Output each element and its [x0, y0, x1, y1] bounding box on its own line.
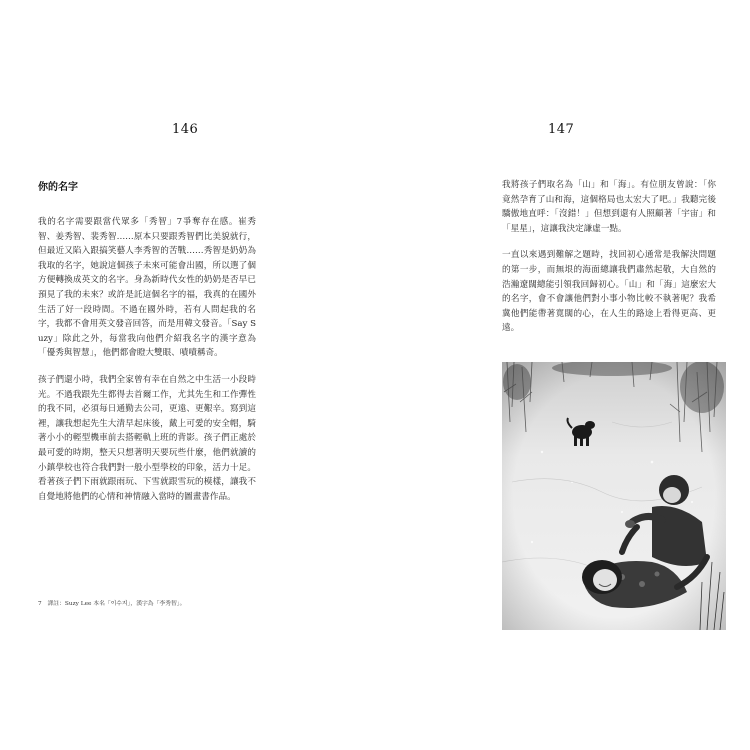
left-page-number: 146 [172, 122, 199, 137]
section-heading: 你的名字 [38, 182, 78, 193]
right-page-body [502, 178, 716, 348]
footnote: 7 譯註：Suzy Lee 本名「이수지」，漢字為「李秀智」。 [38, 601, 186, 607]
left-page-body [38, 215, 256, 516]
left-paragraph-2: 孩子們還小時，我們全家曾有幸在自然之中生活一小段時光。不過我跟先生都得去首爾工作，尤其先生和工作彈性的我不同，必須每日通勤去公司，更遠、更艱辛。寫到這裡，讓我想起先生大清早起床後，戴上可愛的安全帽，騎著小小的輕型機車前去搭輕軌上班的背影。孩子們正處於最可愛的時期，整天只想著明天要玩些什麼，他們就讀的小鎮學校也符合我們對一般小型學校的印象，活力十足。看著孩子們下雨就跟雨玩、下雪就跟雪玩的模樣，讓我不自覺地將他們的心情和神情融入當時的圖畫書作品。 [38, 374, 256, 502]
right-paragraph-1: 我將孩子們取名為「山」和「海」。有位朋友曾說：「你竟然孕育了山和海，這個格局也太宏大了吧。」我聽完後驕傲地直呼：「沒錯！」但想到還有人照顧著「宇宙」和「星星」，這讓我決定謙虛一點。 [502, 180, 716, 234]
left-paragraph-1: 我的名字需要跟當代眾多「秀智」7爭奪存在感。崔秀智、姜秀智、裴秀智……原本只要跟秀智們比美貌就行，但最近又陷入跟搞笑藝人李秀智的苦戰……秀智是奶奶為我取的名字，她說這個孩子未來可能會出國，所以選了個方便轉換成英文的名字。身為新時代女性的奶奶是否早已預見了我的未來？或許是託這個名字的福，我真的在國外生活了好一段時間。不過在國外時，若有人問起我的名字，我都不會用英文發音回答，而是用韓文發音。「Say Suzy」除此之外，每當我向他們介紹我名字的漢字意為「優秀與智慧」，他們都會瞪大雙眼、嘖嘖稱奇。 [38, 217, 256, 359]
right-paragraph-2: 一直以來遇到難解之題時，找回初心通常是我解決問題的第一步，而無垠的海面總讓我們肅然起敬，大自然的浩瀚遼闊總能引領我回歸初心。「山」和「海」這麼宏大的名字，會不會讓他們對小事小物比較不執著呢？我希冀他們能帶著寬闊的心，在人生的路途上看得更高、更遠。 [502, 250, 716, 334]
right-page-number: 147 [548, 122, 575, 137]
snow-scene-photo [502, 362, 726, 630]
